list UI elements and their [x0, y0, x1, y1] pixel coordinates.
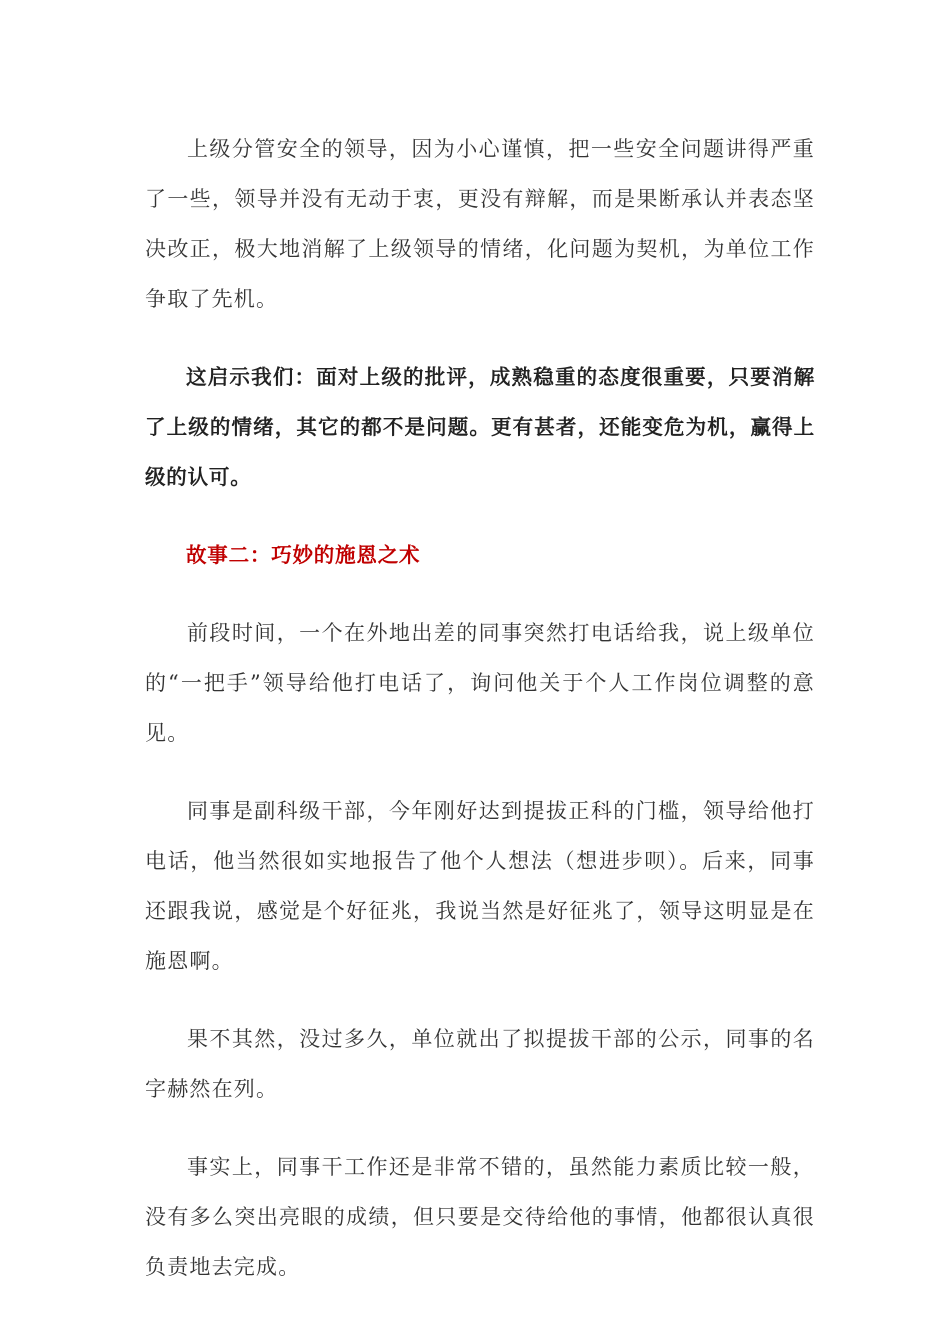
paragraph-lesson-bold: 这启示我们：面对上级的批评，成熟稳重的态度很重要，只要消解了上级的情绪，其它的都不是问题。更有甚者，还能变危为机，赢得上级的认可。 [145, 365, 815, 489]
paragraph-safety-leader: 上级分管安全的领导，因为小心谨慎，把一些安全问题讲得严重了一些，领导并没有无动于衷，更没有辩解，而是果断承认并表态坚决改正，极大地消解了上级领导的情绪，化问题为契机，为单位工作争取了先机。 [145, 137, 815, 311]
paragraph-phone-call: 前段时间，一个在外地出差的同事突然打电话给我，说上级单位的“一把手”领导给他打电话了，询问他关于个人工作岗位调整的意见。 [145, 621, 815, 745]
story-two-heading: 故事二：巧妙的施恩之术 [186, 543, 421, 567]
paragraph-colleague-report: 同事是副科级干部，今年刚好达到提拔正科的门槛，领导给他打电话，他当然很如实地报告了他个人想法（想进步呗）。后来，同事还跟我说，感觉是个好征兆，我说当然是好征兆了，领导这明显是在施恩啊。 [145, 799, 815, 973]
paragraph-colleague-work: 事实上，同事干工作还是非常不错的，虽然能力素质比较一般，没有多么突出亮眼的成绩，但只要是交待给他的事情，他都很认真很负责地去完成。 [145, 1155, 815, 1279]
paragraph-promotion-notice: 果不其然，没过多久，单位就出了拟提拔干部的公示，同事的名字赫然在列。 [145, 1027, 815, 1101]
document-body [145, 124, 815, 1320]
